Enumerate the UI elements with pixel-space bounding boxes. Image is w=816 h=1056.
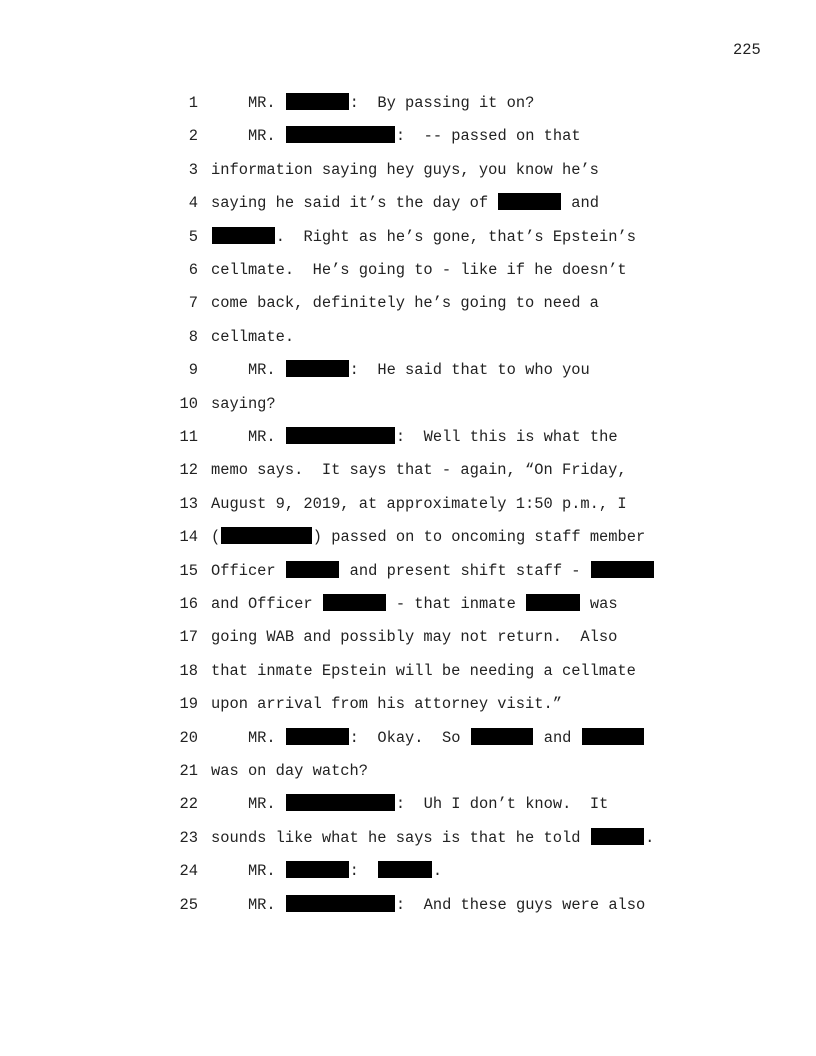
text-segment: : By passing it on?	[349, 94, 535, 112]
line-text	[211, 360, 590, 380]
redaction-box	[498, 193, 561, 210]
text-segment: (	[211, 528, 221, 547]
line-text	[211, 260, 627, 280]
line-number: 2	[188, 127, 198, 146]
text-segment: MR.	[211, 862, 285, 881]
text-segment: cellmate. He’s going to - like if he doesn’t	[211, 261, 627, 279]
text-segment: MR.	[211, 127, 285, 146]
text-segment: : He said that to who you	[349, 361, 590, 380]
text-segment: MR.	[211, 428, 285, 446]
text-segment: saying?	[211, 394, 276, 413]
text-segment: MR.	[211, 728, 285, 747]
text-segment: : -- passed on that	[395, 127, 581, 146]
redaction-box	[286, 427, 395, 444]
line-text	[211, 427, 618, 447]
text-segment: MR.	[211, 361, 285, 380]
text-segment: MR.	[211, 94, 285, 112]
redaction-box	[286, 561, 340, 578]
redaction-box	[471, 728, 534, 745]
text-segment: . Right as he’s gone, that’s Epstein’s	[275, 227, 636, 246]
line-number: 12	[179, 461, 198, 480]
redaction-box	[323, 594, 386, 611]
line-text	[211, 126, 581, 146]
line-number: 16	[179, 595, 198, 613]
line-text	[211, 327, 294, 347]
line-number: 20	[179, 728, 198, 747]
text-segment: that inmate Epstein will be needing a cellmate	[211, 661, 636, 680]
redaction-box	[526, 594, 580, 611]
redaction-box	[212, 227, 275, 244]
line-number: 6	[188, 261, 198, 279]
text-segment: sounds like what he says is that he told	[211, 828, 590, 847]
text-segment: memo says. It says that - again, “On Friday,	[211, 461, 627, 480]
line-number: 15	[179, 561, 198, 580]
line-number: 25	[179, 895, 198, 914]
line-number: 8	[188, 327, 198, 346]
line-number: 7	[188, 294, 198, 313]
redaction-box	[286, 360, 349, 377]
text-segment: upon arrival from his attorney visit.”	[211, 695, 562, 714]
line-number: 10	[179, 394, 198, 413]
text-segment: MR.	[211, 895, 285, 914]
line-text	[211, 460, 627, 480]
line-number: 17	[179, 628, 198, 647]
text-segment: cellmate.	[211, 327, 295, 346]
line-number: 23	[179, 828, 198, 847]
text-segment: was on day watch?	[211, 762, 369, 780]
line-text	[211, 761, 368, 781]
redaction-box	[286, 861, 349, 878]
line-text	[211, 861, 442, 881]
redaction-box	[591, 828, 645, 845]
text-segment: .	[645, 828, 655, 847]
text-segment: : Okay. So	[349, 728, 470, 747]
text-segment: MR.	[211, 795, 285, 814]
line-text	[211, 594, 618, 614]
redaction-box	[286, 794, 395, 811]
line-number: 24	[179, 862, 198, 881]
line-text	[211, 561, 655, 581]
line-text	[211, 227, 636, 247]
page-number: 225	[733, 41, 761, 59]
text-segment: and	[534, 728, 581, 747]
line-number: 13	[179, 494, 198, 513]
text-segment: and Officer	[211, 595, 322, 613]
line-text	[211, 527, 645, 547]
line-text	[211, 728, 645, 748]
redaction-box	[378, 861, 432, 878]
text-segment: going WAB and possibly may not return. Also	[211, 628, 618, 647]
text-segment: : And these guys were also	[395, 895, 646, 914]
text-segment: August 9, 2019, at approximately 1:50 p.m., I	[211, 494, 627, 513]
redaction-box	[582, 728, 645, 745]
redaction-box	[286, 93, 349, 110]
line-number: 1	[188, 94, 198, 112]
text-segment: saying he said it’s the day of	[211, 194, 498, 213]
text-segment: and	[562, 194, 600, 213]
line-text	[211, 160, 599, 180]
line-number: 18	[179, 661, 198, 680]
text-segment: :	[349, 862, 378, 881]
line-number: 14	[179, 528, 198, 547]
redaction-box	[286, 126, 395, 143]
text-segment: and present shift staff -	[340, 561, 590, 580]
line-number: 19	[179, 695, 198, 714]
text-segment: information saying hey guys, you know he’s	[211, 160, 599, 179]
line-text	[211, 627, 617, 647]
line-text	[211, 93, 534, 113]
line-text	[211, 394, 276, 414]
text-segment: Officer	[211, 561, 285, 580]
text-segment: come back, definitely he’s going to need a	[211, 294, 599, 313]
text-segment: : Uh I don’t know. It	[395, 795, 609, 814]
line-number: 21	[179, 762, 198, 780]
text-segment: - that inmate	[386, 595, 526, 613]
line-text	[211, 828, 654, 848]
line-number: 11	[179, 428, 198, 446]
redaction-box	[286, 895, 395, 912]
line-number: 22	[179, 795, 198, 814]
text-segment: : Well this is what the	[395, 428, 618, 446]
line-text	[211, 895, 645, 915]
line-text	[211, 794, 608, 814]
line-number: 9	[188, 361, 198, 380]
line-number: 3	[188, 160, 198, 179]
text-segment: was	[580, 595, 618, 613]
line-number: 5	[188, 227, 198, 246]
text-segment: ) passed on to oncoming staff member	[312, 528, 646, 547]
line-text	[211, 293, 599, 313]
line-text	[211, 661, 636, 681]
line-text	[211, 193, 599, 213]
text-segment: .	[432, 862, 443, 881]
line-text	[211, 694, 562, 714]
redaction-box	[286, 728, 349, 745]
redaction-box	[221, 527, 312, 544]
redaction-box	[591, 561, 654, 578]
line-number: 4	[188, 194, 198, 213]
line-text	[211, 494, 627, 514]
